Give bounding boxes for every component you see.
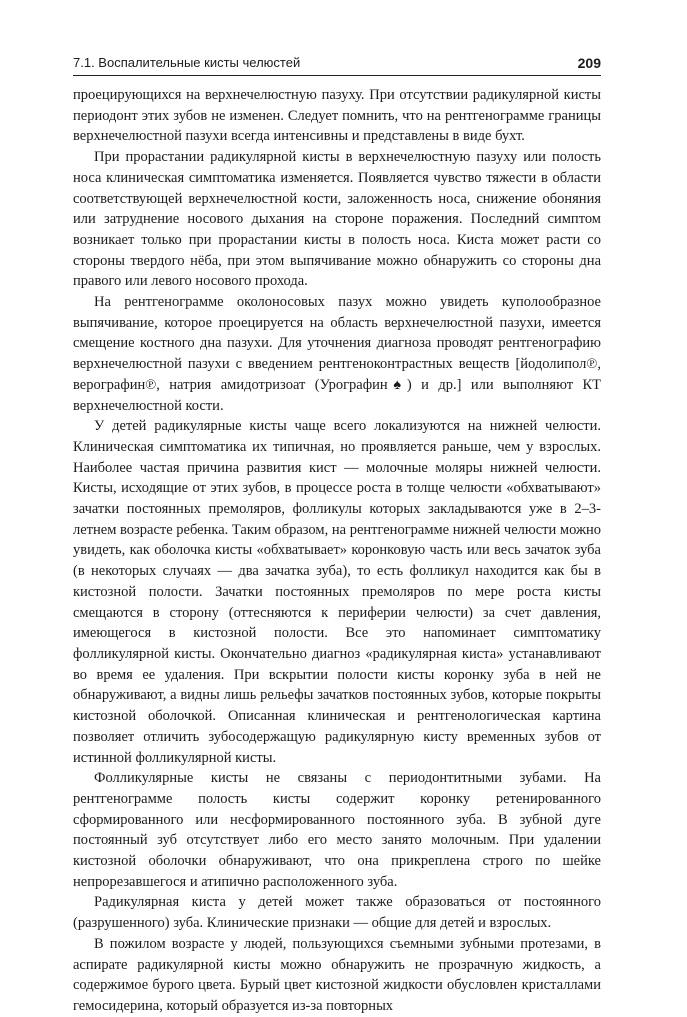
paragraph: Радикулярная киста у детей может также образоваться от постоянного (разрушенного) зуба. Клинические признаки — общие для детей и взрослых.: [73, 894, 601, 932]
body-text: [73, 85, 601, 1017]
running-header: [73, 55, 601, 76]
page-number: 209: [577, 55, 601, 71]
running-title: 7.1. Воспалительные кисты челюстей: [73, 55, 301, 70]
paragraph: Фолликулярные кисты не связаны с периодонтитными зубами. На рентгенограмме полость кисты содержит коронку ретенированного сформированного или несформированного постоянного зуба. В зубной дуге постоянный зуб отсутствует либо его место занято молочным. При удалении кистозной оболочки обнаруживают, что она прикреплена строго по шейке непрорезавшегося и атипично расположенного зуба.: [73, 770, 601, 890]
paragraph: В пожилом возрасте у людей, пользующихся съемными зубными протезами, в аспирате радикулярной кисты можно обнаружить не прозрачную жидкость, а содержимое бурого цвета. Бурый цвет кистозной жидкости обусловлен кристаллами гемосидерина, который образуется из-за повторных: [73, 935, 601, 1014]
paragraph: При прорастании радикулярной кисты в верхнечелюстную пазуху или полость носа клиническая симптоматика изменяется. Появляется чувство тяжести в области соответствующей верхнечелюстной кости, заложенность носа, снижение обоняния или затруднение носового дыхания на стороне поражения. Последний симптом возникает только при прорастании кисты в полость носа. Киста может расти со стороны твердого нёба, при этом выпячивание можно обнаружить со стороны дна правого или левого носового прохода.: [73, 149, 601, 290]
book-page: [73, 55, 601, 1017]
paragraph: У детей радикулярные кисты чаще всего локализуются на нижней челюсти. Клиническая симптоматика их типичная, но проявляется раньше, чем у взрослых. Наиболее частая причина развития кист — молочные моляры нижней челюсти. Кисты, исходящие от этих зубов, в процессе роста в толще челюсти «обхватывают» зачатки постоянных премоляров, фолликулы которых закладываются уже в 2–3-летнем возрасте ребенка. Таким образом, на рентгенограмме нижней челюсти можно увидеть, как оболочка кисты «обхватывает» коронковую часть или весь зачаток зуба (в некоторых случаях — два зачатка зуба), то есть фолликул находится как бы в кистозной полости. Зачатки постоянных премоляров по мере роста кисты смещаются в сторону (оттесняются к периферии челюсти) за счет давления, имеющегося в кистозной полости. Все это напоминает симптоматику фолликулярной кисты. Окончательно диагноз «радикулярная киста» устанавливают во время ее удаления. При вскрытии полости кисты коронку зуба в ней не обнаруживают, а видны лишь рельефы зачатков постоянных зубов, которые покрыты кистозной оболочкой. Описанная клиническая и рентгенологическая картина позволяет отличить зубосодержащую радикулярную кисту временных зубов от истинной фолликулярной кисты.: [73, 418, 601, 766]
paragraph: На рентгенограмме околоносовых пазух можно увидеть куполообразное выпячивание, которое проецируется на область верхнечелюстной пазухи, имеется смещение костного дна пазухи. Для уточнения диагноза проводят рентгенографию верхнечелюстной пазухи с введением рентгеноконтрастных веществ [йодолипол℗, верографин℗, натрия амидотризоат (Урографин♠) и др.] или выполняют КТ верхнечелюстной кости.: [73, 294, 601, 414]
paragraph: проецирующихся на верхнечелюстную пазуху. При отсутствии радикулярной кисты периодонт этих зубов не изменен. Следует помнить, что на рентгенограмме границы верхнечелюстной пазухи всегда интенсивны и представлены в виде бухт.: [73, 87, 601, 145]
